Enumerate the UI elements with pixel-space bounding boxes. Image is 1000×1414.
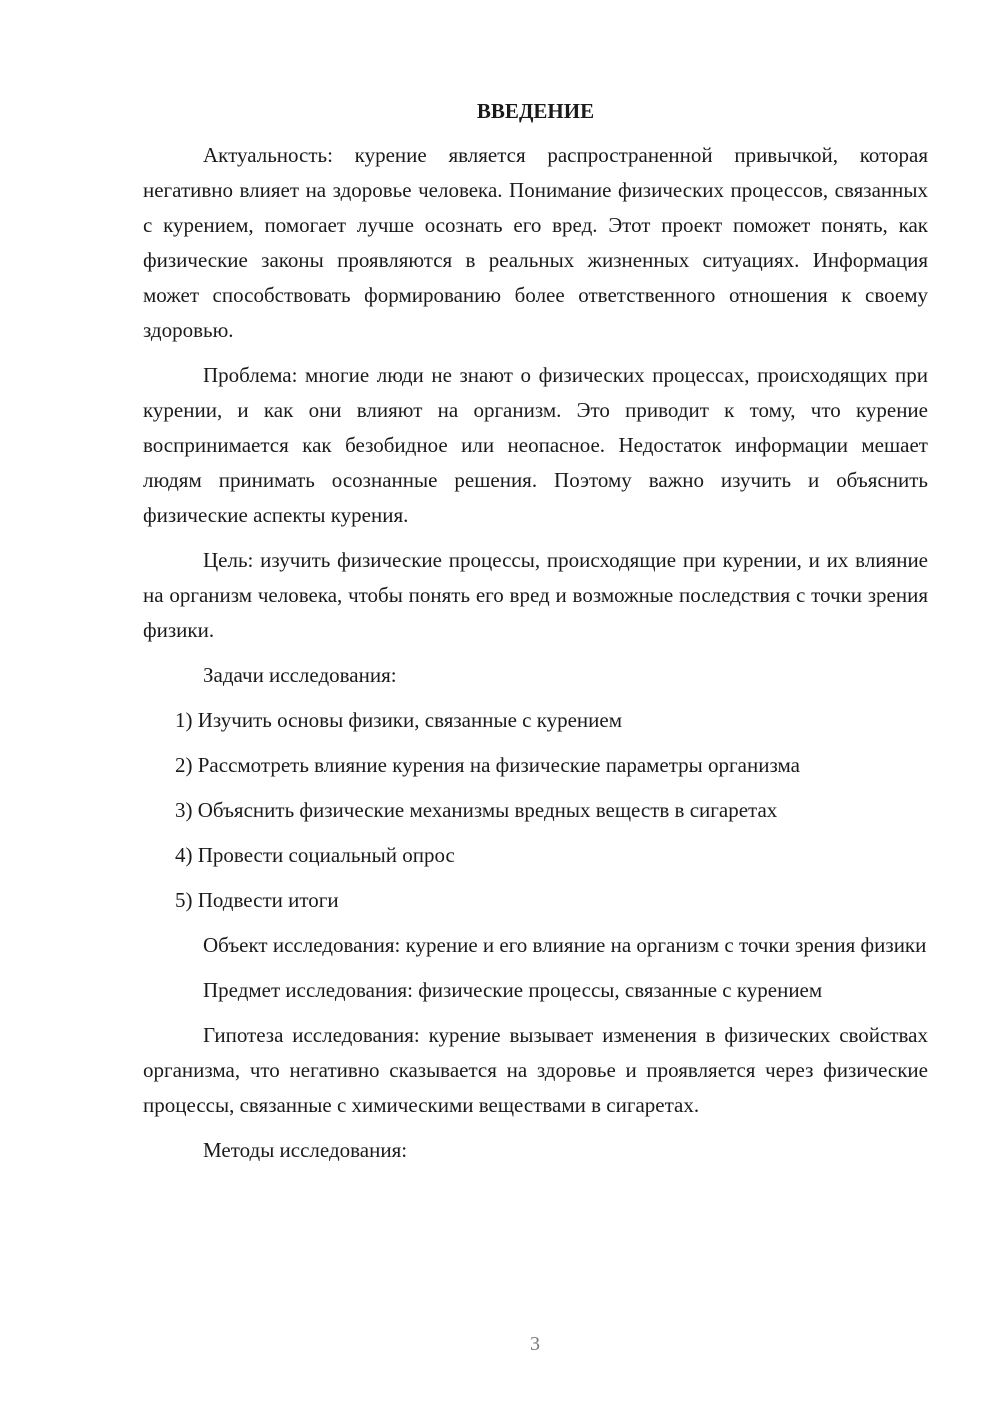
list-item: 2) Рассмотреть влияние курения на физические параметры организма xyxy=(175,753,800,777)
paragraph-problem: Проблема: многие люди не знают о физических процессах, происходящих при курении, и как они влияют на организм. Это приводит к тому, что курение воспринимается как безобидное или неопасное. Недостаток информации мешает людям принимать осознанные решения. Поэтому важно изучить и объяснить физические аспекты курения. xyxy=(143,363,928,527)
paragraph-hypothesis: Гипотеза исследования: курение вызывает изменения в физических свойствах организма, что негативно сказывается на здоровье и проявляется через физические процессы, связанные с химическими веществами в сигаретах. xyxy=(143,1023,928,1117)
paragraph-goal: Цель: изучить физические процессы, происходящие при курении, и их влияние на организм человека, чтобы понять его вред и возможные последствия с точки зрения физики. xyxy=(143,548,928,642)
list-item: 3) Объяснить физические механизмы вредных веществ в сигаретах xyxy=(175,798,778,822)
list-item: 4) Провести социальный опрос xyxy=(175,843,455,867)
methods-heading: Методы исследования: xyxy=(203,1138,408,1162)
paragraph-subject: Предмет исследования: физические процессы, связанные с курением xyxy=(203,978,823,1002)
tasks-list xyxy=(143,703,928,918)
paragraph-object: Объект исследования: курение и его влияние на организм с точки зрения физики xyxy=(203,933,927,957)
paragraph-relevance: Актуальность: курение является распространенной привычкой, которая негативно влияет на здоровье человека. Понимание физических процессов, связанных с курением, помогает лучше осознать его вред. Этот проект поможет понять, как физические законы проявляются в реальных жизненных ситуациях. Информация может способствовать формированию более ответственного отношения к своему здоровью. xyxy=(143,143,928,342)
list-item: 1) Изучить основы физики, связанные с курением xyxy=(175,708,623,732)
list-item: 5) Подвести итоги xyxy=(175,888,339,912)
page-content xyxy=(143,96,928,1178)
tasks-heading: Задачи исследования: xyxy=(203,663,397,687)
page-title: ВВЕДЕНИЕ xyxy=(476,99,595,123)
page-number: 3 xyxy=(530,1333,540,1355)
